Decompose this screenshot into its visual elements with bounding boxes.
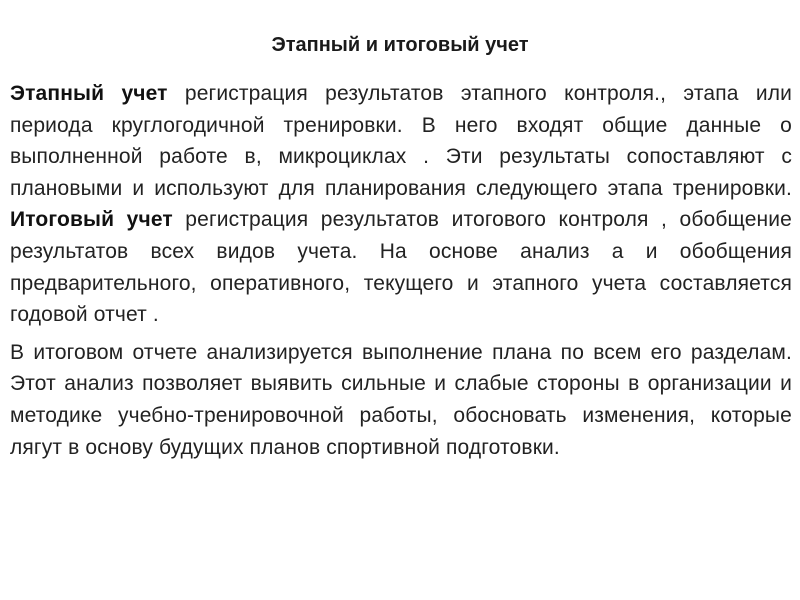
- term-final-accounting: Итоговый учет: [10, 208, 173, 232]
- definition-final-accounting: регистрация результатов итогового контроля , обобщение результатов всех видов учета. На основе анализ а и обобщения предварительного, оперативного, текущего и этапного учета составляется годовой отчет .: [10, 208, 792, 327]
- slide-title: Этапный и итоговый учет: [271, 34, 529, 56]
- slide-body: [10, 78, 792, 463]
- definition-stage-accounting: регистрация результатов этапного контроля., этапа или периода круглогодичной тренировки. В него входят общие данные о выполненной работе в, микроциклах . Эти результаты сопоставляют с плановыми и используют для планирования следующего этапа тренировки.: [10, 82, 792, 200]
- paragraph-final-report: В итоговом отчете анализируется выполнение плана по всем его разделам. Этот анализ позволяет выявить сильные и слабые стороны в организации и методике учебно-тренировочной работы, обосновать изменения, которые лягут в основу будущих планов спортивной подготовки.: [10, 340, 792, 459]
- term-stage-accounting: Этапный учет: [10, 82, 168, 105]
- paragraph-stage-and-final-accounting: [10, 78, 792, 331]
